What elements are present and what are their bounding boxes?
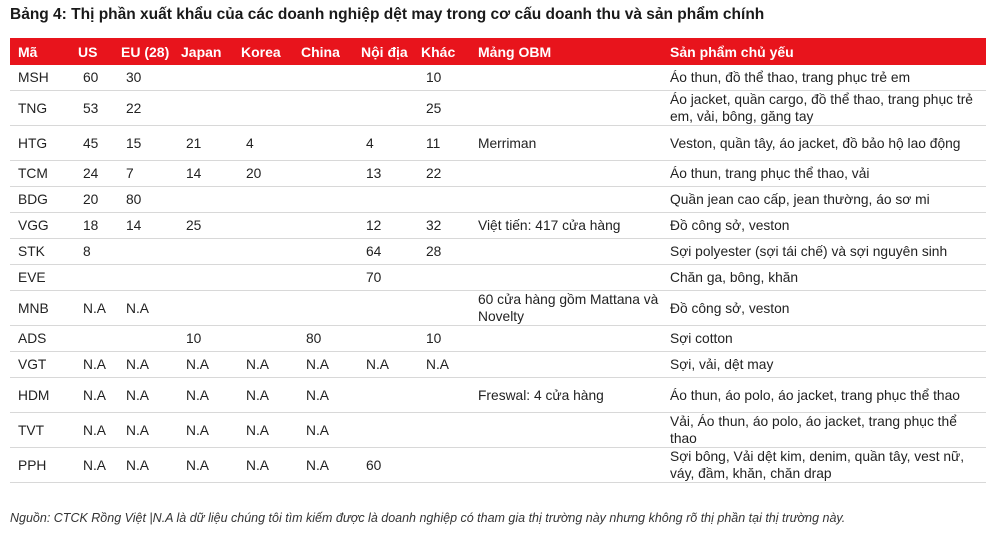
header-eu: EU (28) [113, 38, 173, 65]
cell-other: 25 [413, 91, 470, 126]
header-japan: Japan [173, 38, 233, 65]
header-products: Sản phẩm chủ yếu [662, 38, 986, 65]
cell-code: MNB [10, 291, 70, 326]
cell-products: Sợi cotton [662, 326, 986, 352]
header-domestic: Nội địa [353, 38, 413, 65]
cell-eu: 30 [113, 65, 173, 91]
cell-eu: N.A [113, 378, 173, 413]
cell-domestic [353, 326, 413, 352]
cell-china: 80 [293, 326, 353, 352]
cell-korea: 4 [233, 126, 293, 161]
cell-china [293, 213, 353, 239]
cell-domestic [353, 187, 413, 213]
cell-obm [470, 448, 662, 483]
cell-us: 18 [70, 213, 113, 239]
cell-japan [173, 65, 233, 91]
cell-domestic [353, 65, 413, 91]
cell-code: HDM [10, 378, 70, 413]
cell-code: EVE [10, 265, 70, 291]
cell-domestic [353, 378, 413, 413]
cell-code: STK [10, 239, 70, 265]
table-row [10, 413, 986, 448]
cell-domestic: 70 [353, 265, 413, 291]
cell-domestic [353, 413, 413, 448]
cell-japan [173, 239, 233, 265]
cell-domestic [353, 91, 413, 126]
cell-japan: N.A [173, 448, 233, 483]
cell-korea [233, 291, 293, 326]
cell-korea [233, 213, 293, 239]
cell-japan: N.A [173, 413, 233, 448]
cell-china [293, 239, 353, 265]
cell-us: 53 [70, 91, 113, 126]
cell-code: TCM [10, 161, 70, 187]
cell-domestic: 12 [353, 213, 413, 239]
cell-domestic: N.A [353, 352, 413, 378]
table-row [10, 448, 986, 483]
cell-japan [173, 187, 233, 213]
table-row [10, 239, 986, 265]
cell-code: TVT [10, 413, 70, 448]
table-body [10, 65, 986, 483]
header-china: China [293, 38, 353, 65]
cell-obm [470, 239, 662, 265]
cell-other: 10 [413, 326, 470, 352]
cell-other: 22 [413, 161, 470, 187]
cell-code: PPH [10, 448, 70, 483]
cell-eu: 22 [113, 91, 173, 126]
cell-eu: 14 [113, 213, 173, 239]
cell-korea [233, 91, 293, 126]
cell-us [70, 326, 113, 352]
cell-products: Sợi bông, Vải dệt kim, denim, quần tây, vest nữ, váy, đầm, khăn, chăn drap [662, 448, 986, 483]
cell-korea [233, 265, 293, 291]
header-other: Khác [413, 38, 470, 65]
cell-products: Sợi polyester (sợi tái chế) và sợi nguyên sinh [662, 239, 986, 265]
cell-china [293, 91, 353, 126]
cell-korea [233, 65, 293, 91]
cell-japan: 21 [173, 126, 233, 161]
cell-korea [233, 187, 293, 213]
cell-japan [173, 291, 233, 326]
cell-code: VGT [10, 352, 70, 378]
cell-eu [113, 239, 173, 265]
cell-code: TNG [10, 91, 70, 126]
cell-china: N.A [293, 448, 353, 483]
header-obm: Mảng OBM [470, 38, 662, 65]
cell-us: N.A [70, 352, 113, 378]
table-row [10, 91, 986, 126]
cell-korea: 20 [233, 161, 293, 187]
cell-china: N.A [293, 378, 353, 413]
cell-us: 20 [70, 187, 113, 213]
cell-korea [233, 239, 293, 265]
cell-other [413, 378, 470, 413]
cell-domestic [353, 291, 413, 326]
cell-us [70, 265, 113, 291]
table-row [10, 265, 986, 291]
cell-eu: N.A [113, 413, 173, 448]
cell-us: N.A [70, 378, 113, 413]
cell-obm [470, 265, 662, 291]
cell-eu [113, 326, 173, 352]
cell-us: N.A [70, 448, 113, 483]
cell-eu: 15 [113, 126, 173, 161]
cell-eu [113, 265, 173, 291]
cell-korea: N.A [233, 378, 293, 413]
cell-other [413, 448, 470, 483]
cell-korea [233, 326, 293, 352]
cell-code: MSH [10, 65, 70, 91]
cell-china [293, 291, 353, 326]
header-us: US [70, 38, 113, 65]
table-row [10, 213, 986, 239]
cell-japan: 14 [173, 161, 233, 187]
cell-obm: 60 cửa hàng gồm Mattana và Novelty [470, 291, 662, 326]
cell-us: 45 [70, 126, 113, 161]
cell-obm [470, 161, 662, 187]
cell-code: VGG [10, 213, 70, 239]
table-row [10, 161, 986, 187]
cell-korea: N.A [233, 352, 293, 378]
cell-other [413, 413, 470, 448]
cell-other [413, 187, 470, 213]
cell-obm: Merriman [470, 126, 662, 161]
cell-us: 60 [70, 65, 113, 91]
cell-products: Vải, Áo thun, áo polo, áo jacket, trang phục thể thao [662, 413, 986, 448]
cell-code: BDG [10, 187, 70, 213]
cell-obm [470, 413, 662, 448]
cell-other: 10 [413, 65, 470, 91]
cell-us: N.A [70, 291, 113, 326]
cell-japan [173, 265, 233, 291]
header-korea: Korea [233, 38, 293, 65]
cell-obm [470, 65, 662, 91]
cell-products: Áo jacket, quần cargo, đồ thể thao, trang phục trẻ em, vải, bông, găng tay [662, 91, 986, 126]
cell-other: N.A [413, 352, 470, 378]
cell-products: Áo thun, áo polo, áo jacket, trang phục thể thao [662, 378, 986, 413]
cell-eu: 80 [113, 187, 173, 213]
cell-domestic: 64 [353, 239, 413, 265]
cell-products: Đồ công sở, veston [662, 213, 986, 239]
cell-products: Chăn ga, bông, khăn [662, 265, 986, 291]
cell-korea: N.A [233, 413, 293, 448]
source-note: Nguồn: CTCK Rồng Việt |N.A là dữ liệu chúng tôi tìm kiếm được là doanh nghiệp có tham gia thị trường này nhưng không rõ thị phần tại thị trường này. [10, 511, 846, 525]
cell-products: Quần jean cao cấp, jean thường, áo sơ mi [662, 187, 986, 213]
cell-obm: Việt tiến: 417 cửa hàng [470, 213, 662, 239]
table-row [10, 187, 986, 213]
header-row [10, 38, 986, 65]
cell-eu: N.A [113, 352, 173, 378]
cell-china [293, 161, 353, 187]
cell-us: 8 [70, 239, 113, 265]
cell-japan: N.A [173, 378, 233, 413]
cell-china [293, 265, 353, 291]
table-row [10, 326, 986, 352]
cell-obm [470, 326, 662, 352]
cell-domestic: 13 [353, 161, 413, 187]
table-row [10, 126, 986, 161]
cell-products: Veston, quần tây, áo jacket, đồ bảo hộ lao động [662, 126, 986, 161]
cell-china: N.A [293, 413, 353, 448]
table-row [10, 378, 986, 413]
cell-products: Áo thun, đồ thể thao, trang phục trẻ em [662, 65, 986, 91]
cell-obm [470, 352, 662, 378]
cell-products: Áo thun, trang phục thể thao, vải [662, 161, 986, 187]
cell-japan: 10 [173, 326, 233, 352]
cell-japan: N.A [173, 352, 233, 378]
cell-obm [470, 187, 662, 213]
cell-china [293, 65, 353, 91]
cell-china [293, 126, 353, 161]
cell-other [413, 265, 470, 291]
cell-other: 11 [413, 126, 470, 161]
cell-japan [173, 91, 233, 126]
cell-obm [470, 91, 662, 126]
cell-eu: N.A [113, 291, 173, 326]
table-row [10, 65, 986, 91]
cell-products: Đồ công sở, veston [662, 291, 986, 326]
cell-japan: 25 [173, 213, 233, 239]
table-title: Bảng 4: Thị phần xuất khẩu của các doanh nghiệp dệt may trong cơ cấu doanh thu và sản phẩm chính [10, 6, 765, 23]
cell-us: 24 [70, 161, 113, 187]
export-share-table [10, 38, 986, 483]
cell-code: HTG [10, 126, 70, 161]
cell-other: 28 [413, 239, 470, 265]
cell-code: ADS [10, 326, 70, 352]
cell-eu: 7 [113, 161, 173, 187]
cell-korea: N.A [233, 448, 293, 483]
header-code: Mã [10, 38, 70, 65]
cell-china [293, 187, 353, 213]
table-row [10, 291, 986, 326]
cell-other: 32 [413, 213, 470, 239]
cell-us: N.A [70, 413, 113, 448]
cell-other [413, 291, 470, 326]
table-row [10, 352, 986, 378]
cell-products: Sợi, vải, dệt may [662, 352, 986, 378]
cell-obm: Freswal: 4 cửa hàng [470, 378, 662, 413]
cell-domestic: 4 [353, 126, 413, 161]
cell-eu: N.A [113, 448, 173, 483]
cell-china: N.A [293, 352, 353, 378]
cell-domestic: 60 [353, 448, 413, 483]
